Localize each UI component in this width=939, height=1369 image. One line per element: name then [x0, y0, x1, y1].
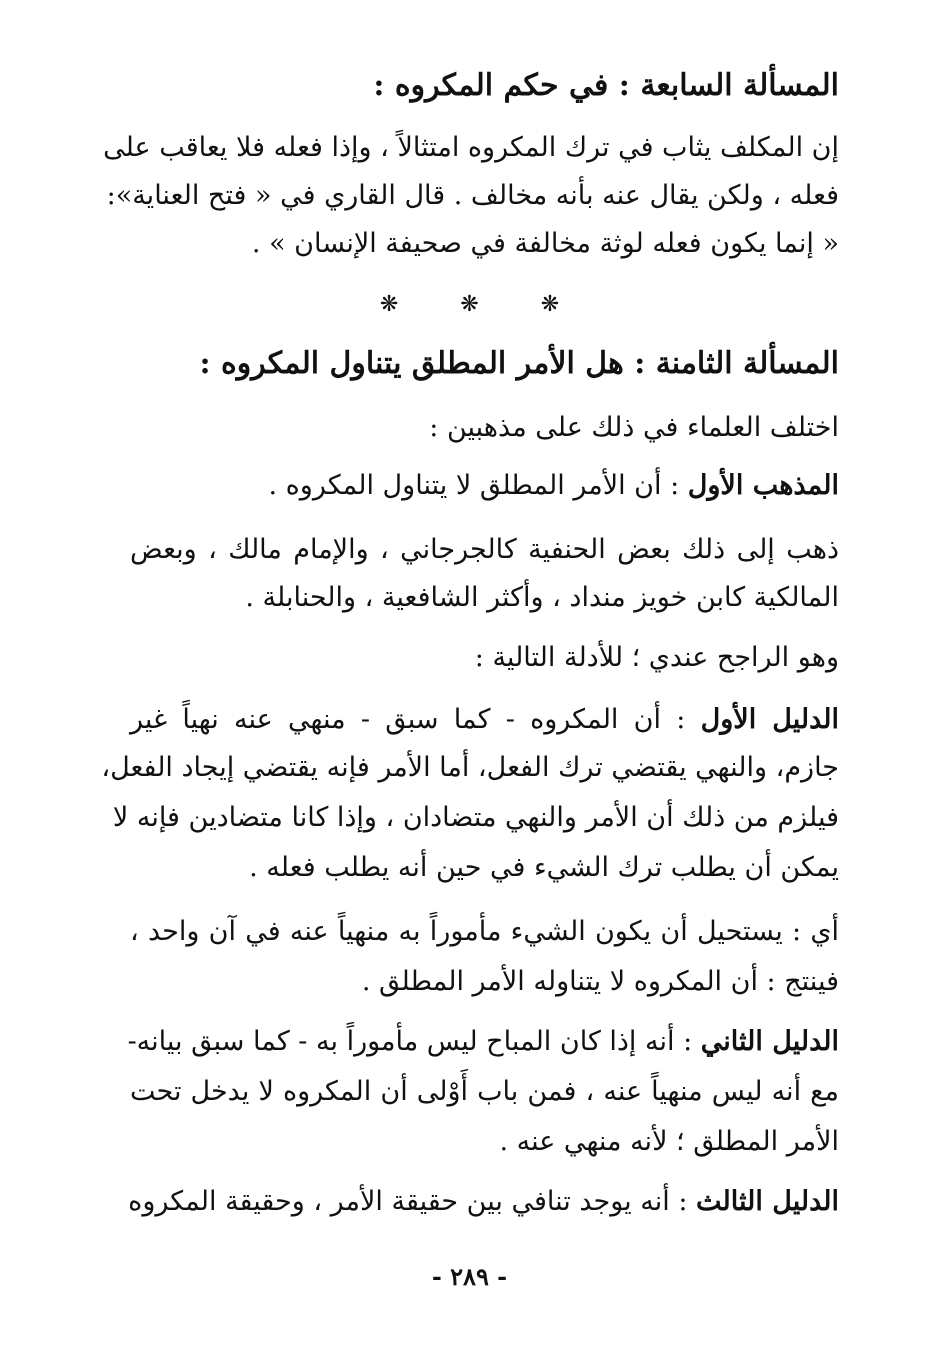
preferred-opinion-line: وهو الراجح عندي ؛ للأدلة التالية :	[474, 642, 839, 673]
star-icon: ❋	[460, 292, 479, 317]
evidence-three-label: الدليل الثالث	[696, 1186, 839, 1217]
meaning-line-2: فينتج : أن المكروه لا يتناوله الأمر المطلق .	[361, 966, 839, 997]
evidence-one-label: الدليل الأول	[700, 704, 839, 735]
evidence-one-line-1	[130, 700, 839, 740]
evidence-one-line-4: يمكن أن يطلب ترك الشيء في حين أنه يطلب فعله .	[249, 852, 839, 883]
star-icon: ❋	[379, 292, 399, 317]
heading-issue-seven: المسألة السابعة : في حكم المكروه :	[373, 68, 839, 103]
evidence-two-text: : أنه إذا كان المباح ليس مأموراً به - كما سبق بيانه-	[127, 1026, 701, 1057]
proponents-line-2: المالكية كابن خويز منداد ، وأكثر الشافعية ، والحنابلة .	[245, 582, 839, 613]
intro-line: اختلف العلماء في ذلك على مذهبين :	[429, 412, 839, 443]
evidence-one-line-3: فيلزم من ذلك أن الأمر والنهي متضادان ، وإذا كانا متضادين فإنه لا	[112, 802, 839, 833]
evidence-two-line-3: الأمر المطلق ؛ لأنه منهي عنه .	[499, 1126, 839, 1157]
meaning-line-1: أي : يستحيل أن يكون الشيء مأموراً به منهياً عنه في آن واحد ،	[130, 916, 839, 947]
evidence-two-line-2: مع أنه ليس منهياً عنه ، فمن باب أَوْلى أن المكروه لا يدخل تحت	[130, 1076, 839, 1107]
madhhab-one-text: : أن الأمر المطلق لا يتناول المكروه .	[268, 470, 688, 501]
evidence-three-text: : أنه يوجد تنافي بين حقيقة الأمر ، وحقيقة المكروه	[128, 1186, 697, 1217]
heading-issue-eight: المسألة الثامنة : هل الأمر المطلق يتناول المكروه :	[199, 346, 839, 381]
evidence-two-label: الدليل الثاني	[700, 1026, 839, 1057]
evidence-two-line-1	[127, 1022, 839, 1062]
madhhab-one-line	[130, 466, 839, 506]
section-divider-stars	[0, 290, 939, 320]
star-icon: ❋	[540, 292, 560, 317]
madhhab-one-label: المذهب الأول	[687, 470, 839, 501]
evidence-one-line-2: جازم، والنهي يقتضي ترك الفعل، أما الأمر فإنه يقتضي إيجاد الفعل،	[101, 752, 839, 783]
evidence-three-line-1	[130, 1182, 839, 1222]
page-number: - ٢٨٩ -	[431, 1262, 508, 1291]
issue-seven-line-3: « إنما يكون فعله لوثة مخالفة في صحيفة الإنسان » .	[251, 228, 839, 259]
evidence-one-text: : أن المكروه - كما سبق - منهي عنه نهياً غير	[130, 704, 701, 735]
proponents-line-1: ذهب إلى ذلك بعض الحنفية كالجرجاني ، والإمام مالك ، وبعض	[130, 534, 839, 565]
issue-seven-line-1: إن المكلف يثاب في ترك المكروه امتثالاً ، وإذا فعله فلا يعاقب على	[103, 132, 839, 163]
issue-seven-line-2: فعله ، ولكن يقال عنه بأنه مخالف . قال القاري في « فتح العناية»:	[106, 180, 839, 211]
